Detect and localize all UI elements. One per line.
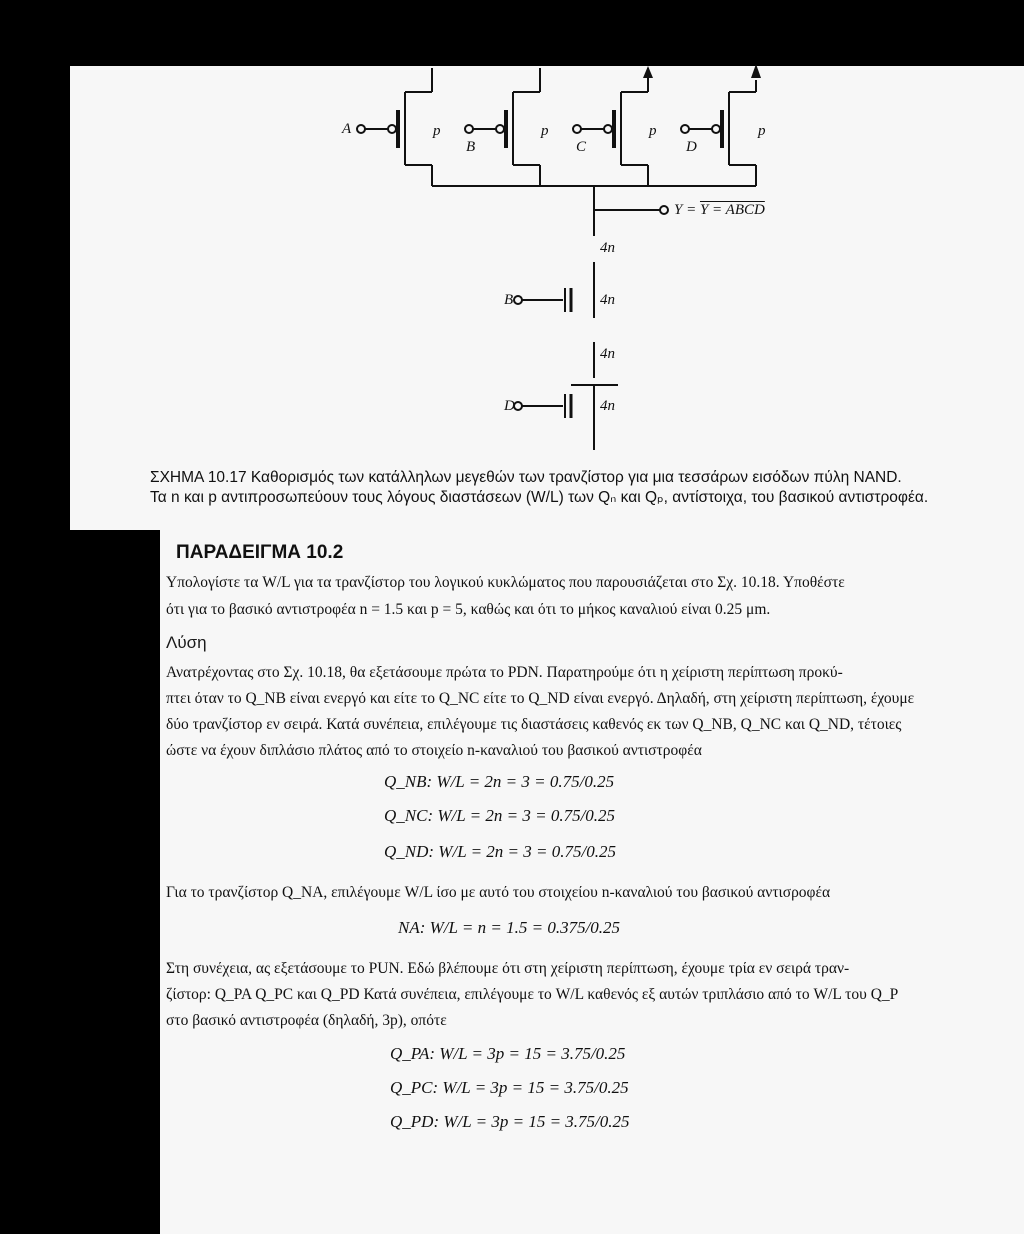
figure-caption-line1: ΣΧΗΜΑ 10.17 Καθορισμός των κατάλληλων μεγεθών των τρανζίστορ για μια τεσσάρων εισόδων πύλη NAND. xyxy=(150,469,902,486)
label-d: D xyxy=(686,139,697,155)
label-ratio-4: 4n xyxy=(600,398,615,414)
label-nmos-b: B xyxy=(504,292,514,308)
pun-line1: Στη συνέχεια, ας εξετάσουμε το PUN. Εδώ βλέπουμε ότι στη χείριστη περίπτωση, έχουμε τρία εν σειρά τραν- xyxy=(166,960,850,977)
label-b: B xyxy=(466,139,476,155)
equation-qnb: Q_NB: W/L = 2n = 3 = 0.75/0.25 xyxy=(384,772,615,791)
problem-line2: ότι για το βασικό αντιστροφέα n = 1.5 και p = 5, καθώς και ότι το μήκος καναλιού είναι 0.25 μm. xyxy=(166,601,771,618)
label-p4: p xyxy=(758,123,766,139)
label-p1: p xyxy=(433,123,441,139)
label-a: A xyxy=(342,121,352,137)
equation-qnd: Q_ND: W/L = 2n = 3 = 0.75/0.25 xyxy=(384,842,616,861)
solution-line4: ώστε να έχουν διπλάσιο πλάτος από το στοιχείο n-καναλιού του βασικού αντιστροφέα xyxy=(166,742,702,759)
label-ratio-2: 4n xyxy=(600,292,615,308)
label-ratio-3: 4n xyxy=(600,346,615,362)
pun-line2: ζίστορ: Q_PA Q_PC και Q_PD Κατά συνέπεια, επιλέγουμε το W/L καθενός εξ αυτών τριπλάσιο από το W/L του Q_P xyxy=(166,986,899,1003)
y-overline-text: Y = ABCD xyxy=(699,202,765,218)
label-output-y: Y = Y = ABCD xyxy=(674,202,765,218)
problem-line1: Υπολογίστε τα W/L για τα τρανζίστορ του λογικού κυκλώματος που παρουσιάζεται στο Σχ. 10.18. Υποθέστε xyxy=(166,574,845,591)
pun-line3: στο βασικό αντιστροφέα (δηλαδή, 3p), οπότε xyxy=(166,1012,447,1029)
equation-qna: NA: W/L = n = 1.5 = 0.375/0.25 xyxy=(398,918,621,937)
label-ratio-1: 4n xyxy=(600,240,615,256)
label-p2: p xyxy=(541,123,549,139)
solution-title: Λύση xyxy=(166,633,207,652)
label-p3: p xyxy=(649,123,657,139)
equation-qpa: Q_PA: W/L = 3p = 15 = 3.75/0.25 xyxy=(390,1044,626,1063)
label-c: C xyxy=(576,139,587,155)
solution-line3: δύο τρανζίστορ εν σειρά. Κατά συνέπεια, επιλέγουμε τις διαστάσεις καθενός εκ των Q_NB, Q_NC και Q_ND, τέτοιες xyxy=(166,716,902,733)
solution-line1: Ανατρέχοντας στο Σχ. 10.18, θα εξετάσουμε πρώτα το PDN. Παρατηρούμε ότι η χείριστη περίπτωση προκύ- xyxy=(166,664,843,681)
equation-qpc: Q_PC: W/L = 3p = 15 = 3.75/0.25 xyxy=(390,1078,629,1097)
example-title: ΠΑΡΑΔΕΙΓΜΑ 10.2 xyxy=(176,542,344,563)
label-nmos-d: D xyxy=(504,398,515,414)
figure-caption-line2: Τα n και p αντιπροσωπεύουν τους λόγους διαστάσεων (W/L) των Qₙ και Qₚ, αντίστοιχα, του βασικού αντιστροφέα. xyxy=(150,489,929,506)
nand-circuit-diagram xyxy=(0,0,1024,460)
equation-qpd: Q_PD: W/L = 3p = 15 = 3.75/0.25 xyxy=(390,1112,630,1131)
solution-line2: πτει όταν το Q_NB είναι ενεργό και είτε το Q_NC είτε το Q_ND είναι ενεργό. Δηλαδή, στη χείριστη περίπτωση, έχουμε xyxy=(166,690,915,707)
na-line: Για το τρανζίστορ Q_NA, επιλέγουμε W/L ίσο με αυτό του στοιχείου n-καναλιού του βασικού αντισροφέα xyxy=(166,884,831,901)
section-bar xyxy=(148,570,160,1166)
equation-qnc: Q_NC: W/L = 2n = 3 = 0.75/0.25 xyxy=(384,806,616,825)
